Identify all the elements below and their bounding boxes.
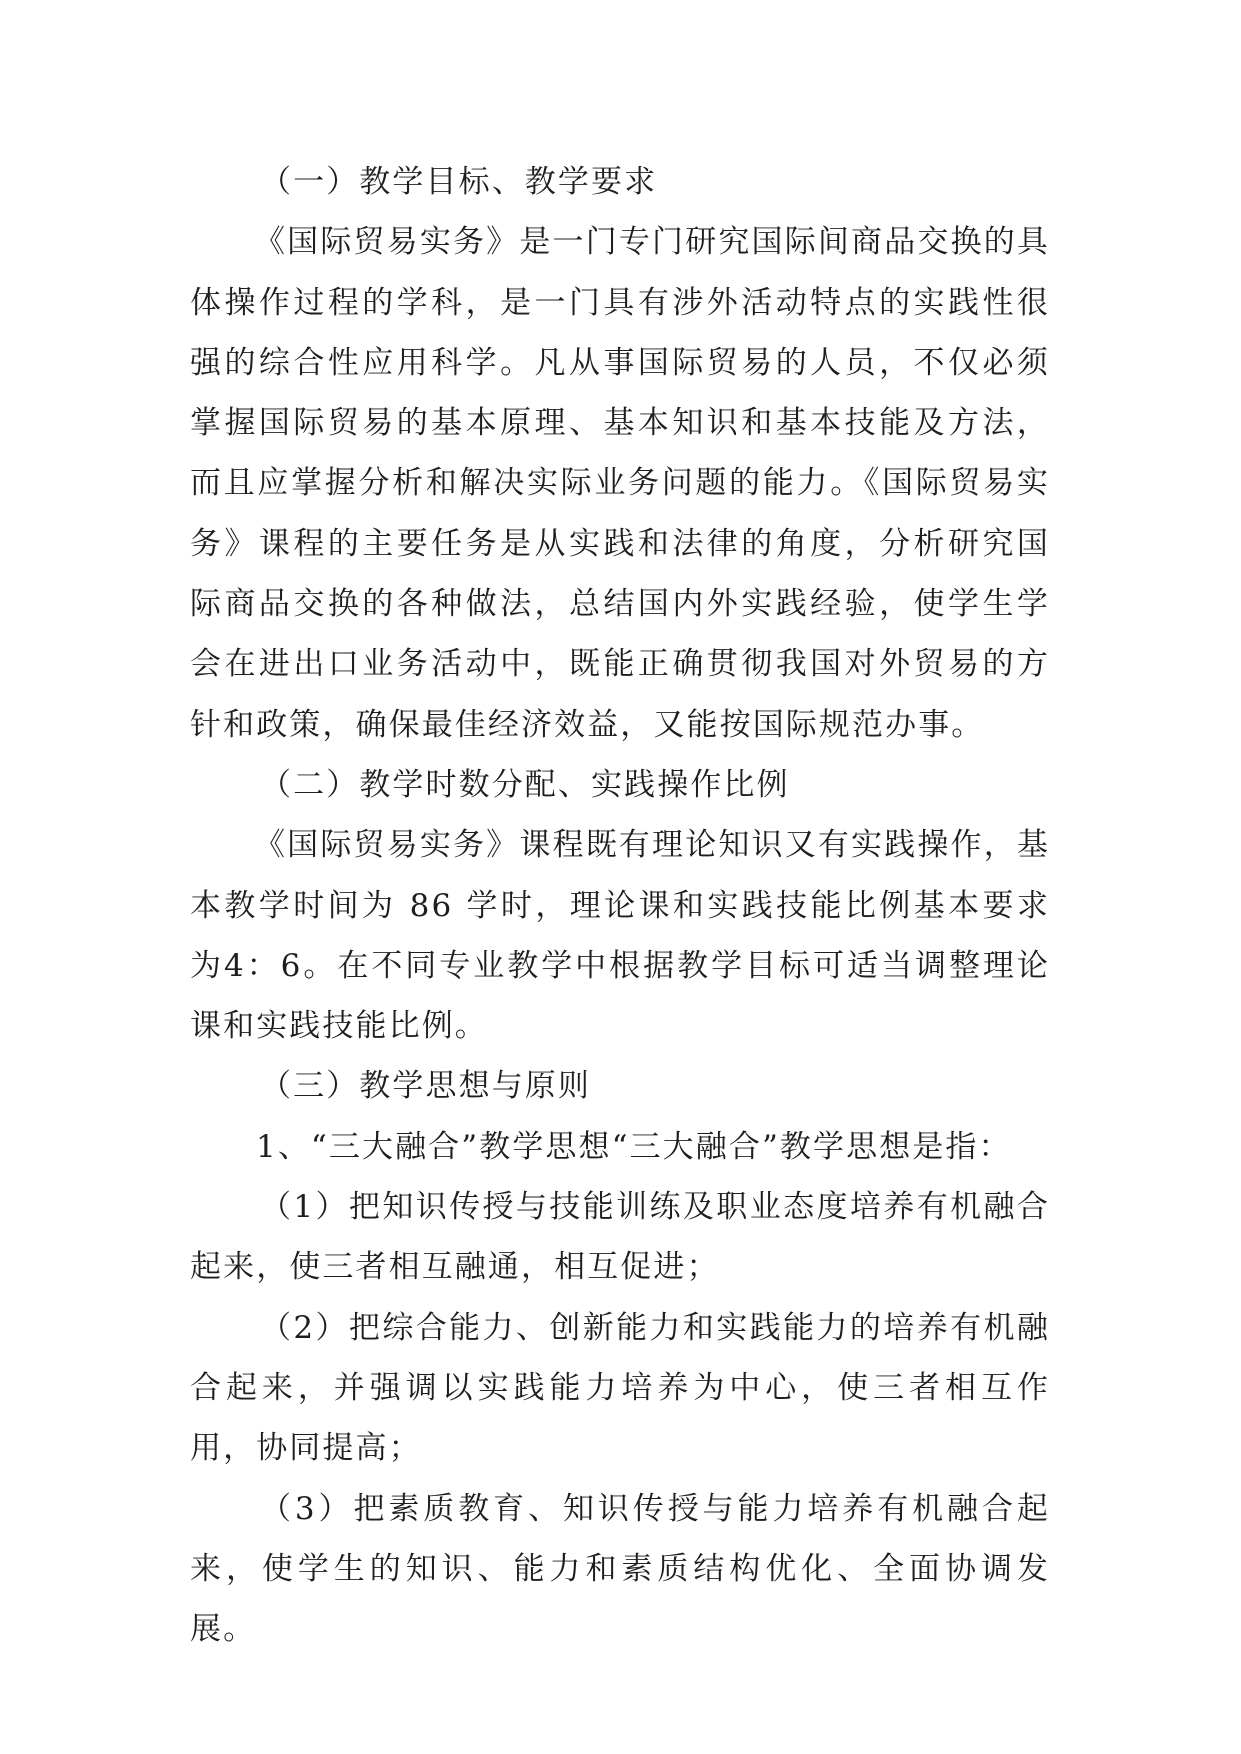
list-item-1: （1）把知识传授与技能训练及职业态度培养有机融合起来，使三者相互融通，相互促进； bbox=[190, 1189, 1050, 1286]
section-heading-2: （二）教学时数分配、实践操作比例 bbox=[260, 766, 790, 803]
paragraph-hours-ratio: 《国际贸易实务》课程既有理论知识又有实践操作，基本教学时间为 86 学时，理论课和实践技能比例基本要求为4：6。在不同专业教学中根据教学目标可适当调整理论课和实践技能比例。 bbox=[190, 827, 1050, 1045]
list-item-3: （3）把素质教育、知识传授与能力培养有机融合起来，使学生的知识、能力和素质结构优化、全面协调发展。 bbox=[190, 1490, 1050, 1648]
paragraph-course-intro: 《国际贸易实务》是一门专门研究国际间商品交换的具体操作过程的学科，是一门具有涉外活动特点的实践性很强的综合性应用科学。凡从事国际贸易的人员，不仅必须掌握国际贸易的基本原理、基本知识和基本技能及方法，而且应掌握分析和解决实际业务问题的能力。《国际贸易实务》课程的主要任务是从实践和法律的角度，分析研究国际商品交换的各种做法，总结国内外实践经验，使学生学会在进出口业务活动中，既能正确贯彻我国对外贸易的方针和政策，确保最佳经济效益，又能按国际规范办事。 bbox=[190, 224, 1050, 743]
list-item-2: （2）把综合能力、创新能力和实践能力的培养有机融合起来，并强调以实践能力培养为中心，使三者相互作用，协同提高； bbox=[190, 1309, 1050, 1467]
document-page bbox=[190, 152, 1050, 1659]
paragraph-point-1: 1、“三大融合”教学思想“三大融合”教学思想是指： bbox=[256, 1128, 1012, 1165]
section-heading-3: （三）教学思想与原则 bbox=[260, 1068, 591, 1105]
section-heading-1: （一）教学目标、教学要求 bbox=[260, 164, 658, 200]
